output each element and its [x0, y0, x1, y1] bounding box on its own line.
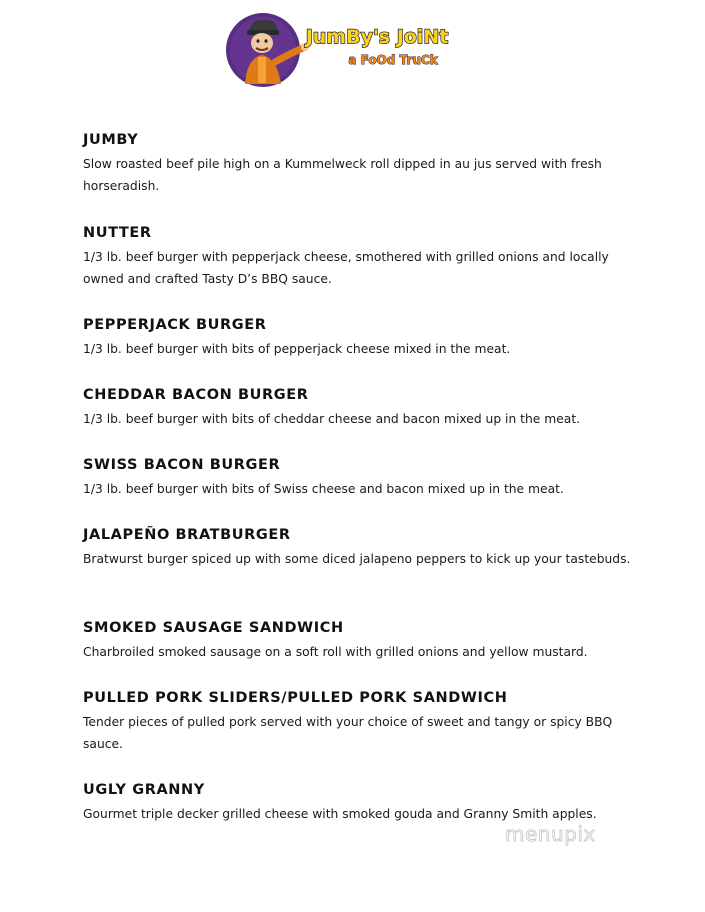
menu-item-description: Tender pieces of pulled pork served with your choice of sweet and tangy or spicy BBQ sauce.	[83, 715, 613, 751]
jumbys-joint-logo	[225, 10, 465, 92]
menu-item	[83, 688, 643, 755]
logo-subtitle: a FoOd TruCk	[348, 53, 438, 67]
menu-item-description: Bratwurst burger spiced up with some diced jalapeno peppers to kick up your tastebuds.	[83, 552, 631, 566]
menu-item-description: 1/3 lb. beef burger with bits of pepperjack cheese mixed in the meat.	[83, 342, 511, 356]
menu-item-description: Gourmet triple decker grilled cheese with smoked gouda and Granny Smith apples.	[83, 807, 597, 821]
menu-item-description: Charbroiled smoked sausage on a soft roll with grilled onions and yellow mustard.	[83, 645, 588, 659]
menu-item-name: UGLY GRANNY	[83, 782, 205, 798]
menu-item-description: 1/3 lb. beef burger with bits of Swiss cheese and bacon mixed up in the meat.	[83, 482, 564, 496]
menu-item-name: CHEDDAR BACON BURGER	[83, 387, 309, 403]
menu-item-description: Slow roasted beef pile high on a Kummelweck roll dipped in au jus served with fresh horseradish.	[83, 157, 602, 193]
menu-item	[83, 618, 643, 663]
logo-graphic	[225, 10, 465, 92]
menu-item	[83, 130, 643, 197]
logo-title: JumBy's JoiNt	[305, 26, 449, 48]
menu-item	[83, 315, 643, 360]
menu-item	[83, 455, 643, 500]
menu-item	[83, 385, 643, 430]
menu-item	[83, 525, 643, 570]
menu-item	[83, 780, 643, 825]
menu-item-name: NUTTER	[83, 225, 152, 241]
menu-item	[83, 223, 643, 290]
menu-item-name: JUMBY	[83, 132, 139, 148]
menu-item-name: SWISS BACON BURGER	[83, 457, 281, 473]
menupix-watermark: menupix	[505, 822, 596, 846]
menu-item-description: 1/3 lb. beef burger with bits of cheddar cheese and bacon mixed up in the meat.	[83, 412, 581, 426]
menu-item-name: SMOKED SAUSAGE SANDWICH	[83, 620, 344, 636]
menu-item-name: JALAPEÑO BRATBURGER	[83, 527, 291, 543]
menu-item-name: PEPPERJACK BURGER	[83, 317, 267, 333]
menu-item-description: 1/3 lb. beef burger with pepperjack cheese, smothered with grilled onions and locally owned and crafted Tasty D’s BBQ sauce.	[83, 250, 609, 286]
menu-item-name: PULLED PORK SLIDERS/PULLED PORK SANDWICH	[83, 690, 508, 706]
